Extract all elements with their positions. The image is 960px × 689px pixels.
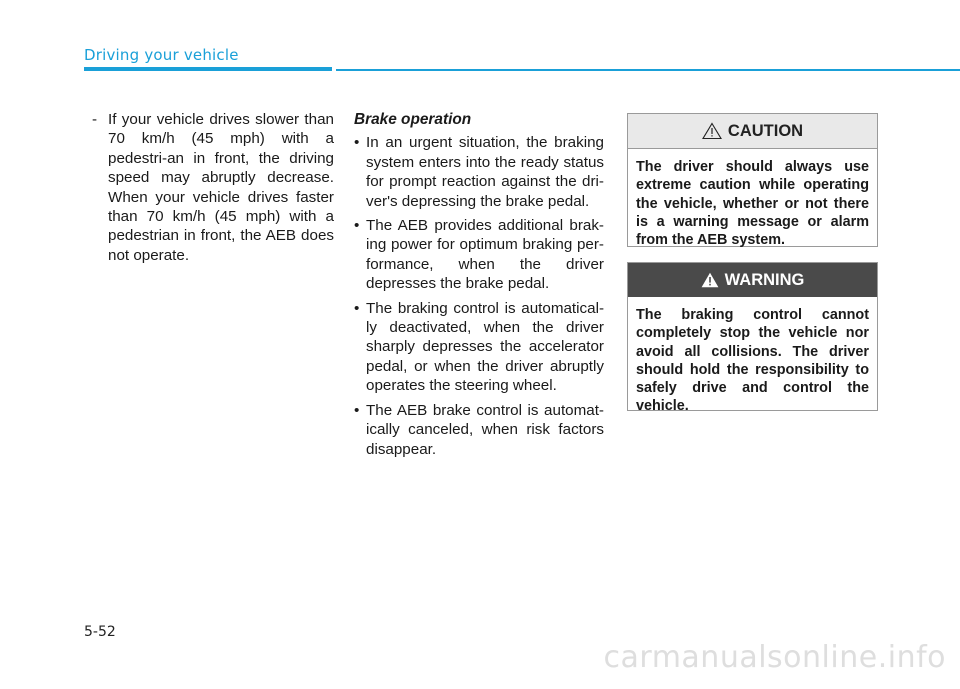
warning-title: WARNING <box>724 270 805 289</box>
bullet-text: The AEB brake control is automat-ically canceled, when risk factors disappear. <box>366 401 604 458</box>
warning-triangle-outline-icon <box>702 122 722 140</box>
bullet-item <box>354 401 604 459</box>
page-number: 5-52 <box>84 624 116 640</box>
bullet-dot: • <box>354 401 360 419</box>
bullet-text: In an urgent situation, the braking system enters into the ready status for prompt reaction against the dri-ver's depressing the brake pedal. <box>366 134 604 210</box>
warning-triangle-filled-icon <box>701 272 719 288</box>
warning-header <box>628 263 877 297</box>
warning-box <box>627 262 878 415</box>
brake-operation-heading: Brake operation <box>354 111 472 128</box>
bullet-dot: • <box>354 217 360 235</box>
bullet-text: The braking control is automatical-ly deactivated, when the driver sharply depresses the accelerator pedal, or when the driver abruptly operates the steering wheel. <box>366 299 604 395</box>
bullet-item <box>354 216 604 294</box>
section-title: Driving your vehicle <box>84 46 239 64</box>
watermark: carmanualsonline.info <box>603 640 946 675</box>
dash-list-item <box>92 110 334 265</box>
dash-item-text: If your vehicle drives slower than 70 km/h (45 mph) with a pedestri-an in front, the driving speed may abruptly decrease. When your vehicle drives faster than 70 km/h (45 mph) with a pedestrian in front, the AEB does not operate. <box>108 111 334 264</box>
left-column <box>92 110 334 265</box>
dash-marker: - <box>92 111 98 128</box>
caution-box <box>627 113 878 247</box>
caution-header <box>628 114 877 148</box>
bullet-dot: • <box>354 134 360 152</box>
middle-column <box>354 110 604 464</box>
bullet-dot: • <box>354 299 360 317</box>
warning-body: The braking control cannot completely stop the vehicle nor avoid all collisions. The driver should hold the responsibility to safely drive and control the vehicle. <box>636 307 869 415</box>
caution-body: The driver should always use extreme caution while operating the vehicle, whether or not there is a warning message or alarm from the AEB system. <box>628 148 877 249</box>
bullet-item <box>354 299 604 396</box>
header-rule-thick <box>84 67 332 71</box>
header-rule-thin <box>336 69 960 71</box>
bullet-item <box>354 133 604 211</box>
caution-title: CAUTION <box>727 121 804 140</box>
bullet-text: The AEB provides additional brak-ing power for optimum braking per-formance, when the driver depresses the brake pedal. <box>366 217 604 293</box>
